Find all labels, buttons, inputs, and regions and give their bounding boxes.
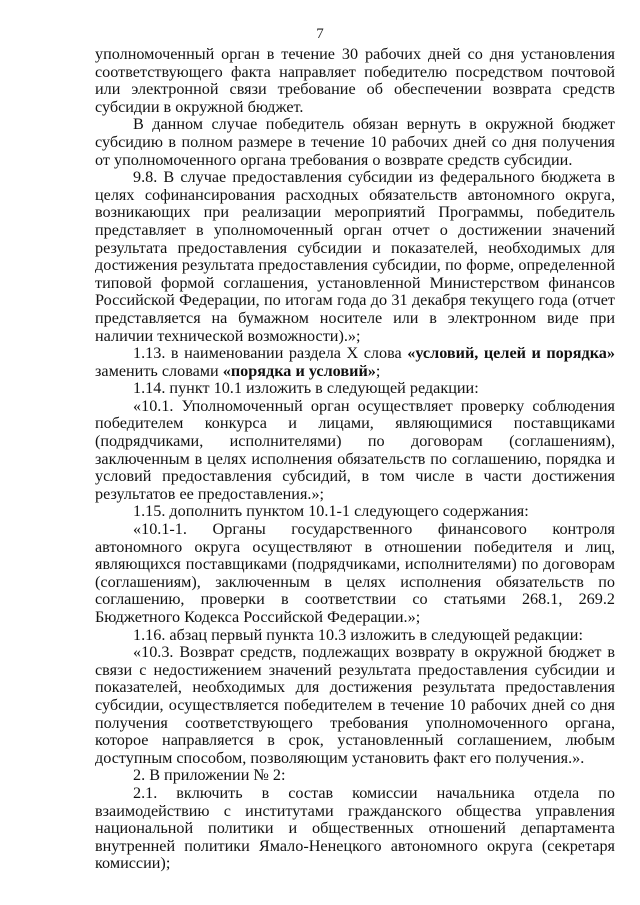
paragraph-1-13 (95, 345, 615, 380)
paragraph-1-15: 1.15. дополнить пунктом 10.1-1 следующего содержания: (133, 502, 529, 521)
paragraph-9-8: 9.8. В случае предоставления субсидии из федерального бюджета в целях софинансирования расходных обязательств автономного округа, возникающих при реализации мероприятий Программы, победитель представляет в уполномоченный орган отчет о достижении значений результата предоставления субсидии и показателей, необходимых для достижения результата предоставления субсидии, по форме, определенной типовой формой соглашения, установленной Министерством финансов Российской Федерации, по итогам года до 31 декабря текущего года (отчет представляется на бумажном носителе или в электронном виде при наличии технической возможности).»; (95, 168, 615, 345)
paragraph-10-3: «10.3. Возврат средств, подлежащих возврату в окружной бюджет в связи с недостижением значений результата предоставления субсидии и показателей, необходимых для достижения результата предоставления субсидии, осуществляется победителем в течение 10 рабочих дней со дня получения соответствующего требования уполномоченного органа, которое направляется в срок, установленный соглашением, любым доступным способом, позволяющим установить факт его получения.». (95, 643, 615, 767)
text-1-13-e: ; (375, 361, 381, 380)
paragraph-10-1: «10.1. Уполномоченный орган осуществляет проверку соблюдения победителем конкурса и лицами, являющимися поставщиками (подрядчиками, исполнителями) по договорам (соглашениям), заключенным в целях исполнения обязательств по соглашению, порядка и условий предоставления субсидий, в том числе в части достижения результатов ее предоставления.»; (95, 396, 615, 503)
paragraph-return-obligation: В данном случае победитель обязан вернуть в окружной бюджет субсидию в полном размере в течение 10 рабочих дней со дня получения от уполномоченного органа требования о возврате средств субсидии. (95, 115, 615, 169)
paragraph-1-16: 1.16. абзац первый пункта 10.3 изложить в следующей редакции: (133, 625, 583, 644)
text-1-13-c: заменить словами (95, 361, 223, 380)
paragraph-1-14: 1.14. пункт 10.1 изложить в следующей редакции: (133, 379, 479, 398)
paragraph-10-1-1: «10.1-1. Органы государственного финансового контроля автономного округа осуществляют в отношении победителя и лиц, являющихся поставщиками (подрядчиками, исполнителями) по договорам (соглашениям), заключенным в целях исполнения обязательств по соглашению, проверки в соответствии со статьями 268.1, 269.2 Бюджетного Кодекса Российской Федерации.»; (95, 520, 615, 626)
bold-new-words: «порядка и условий» (222, 361, 376, 380)
text-1-13-a: 1.13. в наименовании раздела X слова (133, 344, 408, 363)
page-number: 7 (316, 26, 324, 42)
bold-old-words: «условий, целей и порядка» (407, 344, 615, 363)
paragraph-continuation: уполномоченный орган в течение 30 рабочих дней со дня установления соответствующего факта направляет победителю посредством почтовой или электронной связи требование об обеспечении возврата средств субсидии в окружной бюджет. (95, 45, 615, 116)
document-body (95, 46, 615, 873)
paragraph-2: 2. В приложении № 2: (133, 766, 286, 785)
paragraph-2-1: 2.1. включить в состав комиссии начальника отдела по взаимодействию с институтами гражданского общества управления национальной политики и общественных отношений департамента внутренней политики Ямало-Ненецкого автономного округа (секретаря комиссии); (95, 783, 615, 873)
